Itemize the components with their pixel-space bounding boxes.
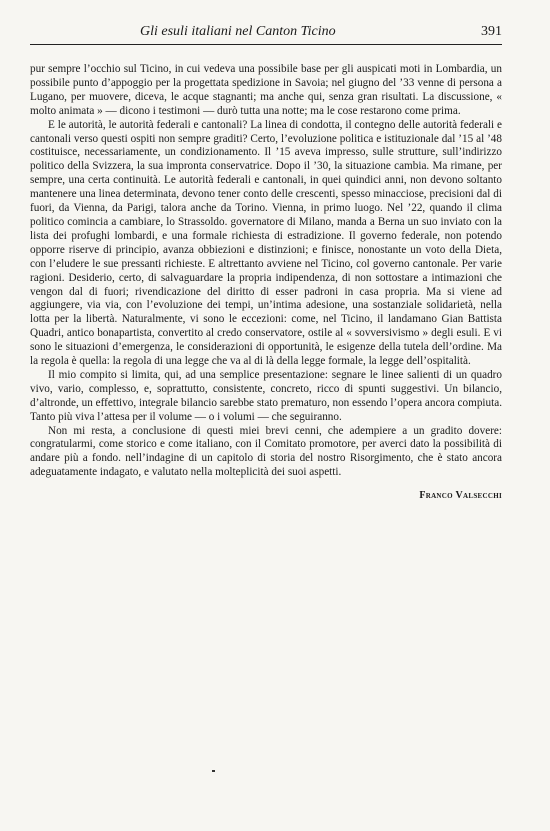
paragraph-1: pur sempre l’occhio sul Ticino, in cui vedeva una possibile base per gli auspicati moti in Lombardia, un possibile punto d’appoggio per la progettata spedizione in Savoia; nel giugno del ’33 venne di persona a Lugano, per muovere, diceva, le acque stagnanti; ma anche qui, senza gran risultati. La discussione, « molto animata » — dicono i testimoni — durò tutta una notte; ma le cose restarono come prima. — [30, 63, 502, 117]
running-title: Gli esuli italiani nel Canton Ticino — [140, 24, 336, 39]
paragraph-3: Il mio compito si limita, qui, ad una semplice presentazione: segnare le linee salienti di un quadro vivo, vario, complesso, e, soprattutto, consistente, concreto, ricco di spunti suggestivi. Un bilancio, d’altronde, un effettivo, integrale bilancio sarebbe stato prematuro, non essendo l’opera ancora compiuta. Tanto più viva l’attesa per il volume — o i volumi — che seguiranno. — [30, 368, 502, 423]
paragraph-4: Non mi resta, a conclusione di questi miei brevi cenni, che adempiere a un gradito dovere: congratularmi, come storico e come italiano, con il Comitato promotore, per averci dato la possibilità di andare più a fondo. nell’indagine di un capitolo di storia del nostro Risorgimento, che è stato ancora adeguatamente indagato, e valutato nella molteplicità dei suoi aspetti. — [30, 424, 502, 479]
page-number: 391 — [481, 24, 502, 39]
running-head — [30, 22, 502, 45]
paragraph-2: E le autorità, le autorità federali e cantonali? La linea di condotta, il contegno delle autorità federali e cantonali verso questi ospiti non sempre graditi? Certo, l’evoluzione politica e istituzionale dal ’15 al ’48 costituisce, necessariamente, un condizionamento. Il ’15 aveva impresso, sulle strutture, sull’indirizzo politico della Svizzera, la sua impronta conservatrice. Dopo il ’30, la situazione cambia. Ma rimane, per sempre, una certa continuità. Le autorità federali e cantonali, in quei quindici anni, non devono soltanto mantenere una linea determinata, devono tener conto delle crescenti, spesso minacciose, precisioni dal di fuori, da Vienna, da Parigi, talora anche da Torino. Vienna, in primo luogo. Nel ’22, quando il clima politico comincia a cambiare, lo Strassoldo. governatore di Milano, manda a Berna un suo inviato con la lista dei profughi lombardi, e una formale richiesta di estradizione. Il governo federale, non potendo opporre riserve di principio, avanza obbiezioni e distinzioni; e finisce, nonostante un voto della Dieta, con l’eludere le sue pressanti richieste. E altrettanto avviene nel Ticino, col governo cantonale. Per varie ragioni. Desiderio, certo, di salvaguardare la propria indipendenza, di non sottostare a intimazioni che vengon dal di fuori; rivendicazione del diritto di esser padroni in casa propria. Ma si viene ad aggiungere, via via, con l’evoluzione dei tempi, un’intima adesione, una sostanziale solidarietà, nella lotta per la libertà. Naturalmente, vi sono le eccezioni: come, nel Ticino, il landamano Gian Battista Quadri, antico bonapartista, convertito al credo conservatore, ostile al « sovversivismo » degli esuli. E vi sono le situazioni d’emergenza, le considerazioni di opportunità, le esigenze della tutela dell’ordine. Ma la regola è quella: la regola di una legge che va al di là della legge formale, la legge dell’ospitalità. — [30, 118, 502, 368]
author-signature: Franco Valsecchi — [419, 490, 502, 502]
book-page — [30, 22, 502, 501]
print-mark — [212, 770, 215, 772]
body-text — [30, 63, 502, 480]
